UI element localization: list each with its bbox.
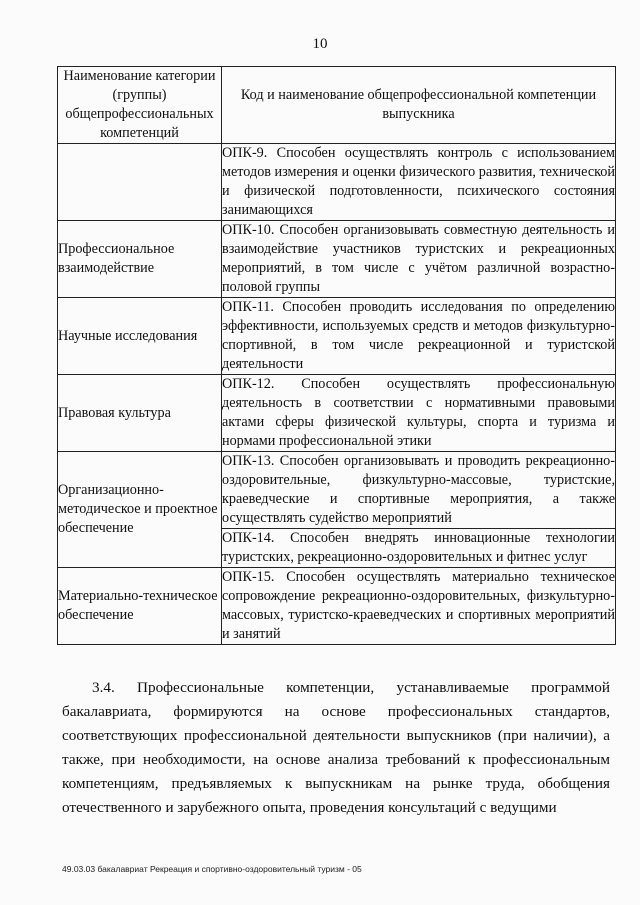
competence-cell: ОПК-11. Способен проводить исследования по определению эффективности, используемых средств и методов физкультурно-спортивной, в том числе рекреационной и туристской деятельности <box>222 298 616 375</box>
footer-code: 49.03.03 бакалавриат Рекреация и спортивно-оздоровительный туризм - 05 <box>62 864 362 874</box>
competence-cell: ОПК-10. Способен организовывать совместную деятельность и взаимодействие участников туристских и рекреационных мероприятий, в том числе с учётом различной возрастно-половой группы <box>222 221 616 298</box>
section-paragraph: 3.4. Профессиональные компетенции, устанавливаемые программой бакалавриата, формируются на основе профессиональных стандартов, соответствующих профессиональной деятельности выпускников (при наличии), а также, при необходимости, на основе анализа требований к профессиональным компетенциям, предъявляемых к выпускникам на рынке труда, обобщения отечественного и зарубежного опыта, проведения консультаций с ведущими <box>62 679 610 816</box>
category-cell: Научные исследования <box>58 298 222 375</box>
table-row <box>58 375 616 452</box>
category-cell: Правовая культура <box>58 375 222 452</box>
table-row <box>58 221 616 298</box>
category-cell: Организационно-методическое и проектное обеспечение <box>58 452 222 568</box>
competence-cell: ОПК-9. Способен осуществлять контроль с использованием методов измерения и оценки физического развития, технической и физической подготовленности, психического состояния занимающихся <box>222 144 616 221</box>
header-category: Наименование категории (группы) общепрофессиональных компетенций <box>58 67 222 144</box>
competence-cell: ОПК-15. Способен осуществлять материально техническое сопровождение рекреационно-оздоровительных, физкультурно-массовых, туристско-краеведческих и спортивных мероприятий и занятий <box>222 568 616 645</box>
category-cell: Материально-техническое обеспечение <box>58 568 222 645</box>
table-row <box>58 568 616 645</box>
header-competence: Код и наименование общепрофессиональной компетенции выпускника <box>222 67 616 144</box>
table-row <box>58 452 616 529</box>
page-number: 10 <box>312 36 328 52</box>
competence-cell: ОПК-14. Способен внедрять инновационные технологии туристских, рекреационно-оздоровительных и фитнес услуг <box>222 529 616 568</box>
table-row <box>58 298 616 375</box>
table-row <box>58 144 616 221</box>
competence-cell: ОПК-13. Способен организовывать и проводить рекреационно-оздоровительные, физкультурно-массовые, туристские, краеведческие и спортивные мероприятия, а также осуществлять судейство мероприятий <box>222 452 616 529</box>
table-header-row <box>58 67 616 144</box>
competence-cell: ОПК-12. Способен осуществлять профессиональную деятельность в соответствии с нормативными правовыми актами сферы физической культуры, спорта и туризма и нормами профессиональной этики <box>222 375 616 452</box>
category-cell <box>58 144 222 221</box>
competence-table <box>57 66 616 645</box>
category-cell: Профессиональное взаимодействие <box>58 221 222 298</box>
